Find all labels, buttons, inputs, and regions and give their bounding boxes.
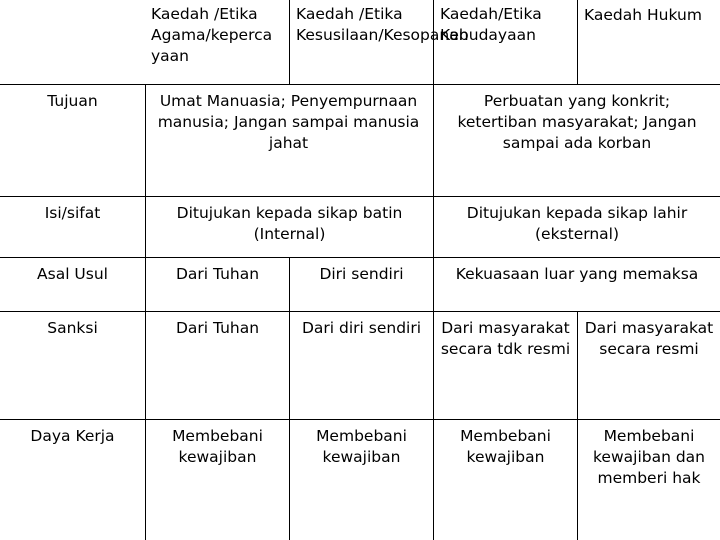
row-label-isi: Isi/sifat — [0, 196, 145, 257]
daya-kesusilaan-cell: Membebani kewajiban — [289, 419, 433, 540]
sanksi-kebudayaan-cell: Dari masyarakat secara tdk resmi — [433, 311, 577, 419]
header-empty-cell — [0, 0, 145, 84]
header-agama: Kaedah /Etika Agama/keperca yaan — [151, 5, 273, 65]
daya-hukum-cell: Membebani kewajiban dan memberi hak — [577, 419, 720, 540]
isi-internal-cell: Ditujukan kepada sikap batin (Internal) — [145, 196, 433, 257]
tujuan-external-cell: Perbuatan yang konkrit; ketertiban masyarakat; Jangan sampai ada korban — [433, 84, 720, 196]
sanksi-hukum-cell: Dari masyarakat secara resmi — [577, 311, 720, 419]
row-label-daya: Daya Kerja — [0, 419, 145, 540]
asal-kesusilaan-cell: Diri sendiri — [289, 257, 433, 311]
daya-agama-cell: Membebani kewajiban — [145, 419, 289, 540]
header-kesusilaan: Kaedah /Etika Kesusilaan/Kesopanan — [289, 0, 433, 84]
isi-external-cell: Ditujukan kepada sikap lahir (eksternal) — [433, 196, 720, 257]
row-label-asal: Asal Usul — [0, 257, 145, 311]
sanksi-kesusilaan-cell: Dari diri sendiri — [289, 311, 433, 419]
row-label-tujuan: Tujuan — [0, 84, 145, 196]
header-kebudayaan: Kaedah/Etika Kebudayaan — [433, 0, 577, 84]
header-hukum: Kaedah Hukum — [577, 0, 720, 84]
asal-agama-cell: Dari Tuhan — [145, 257, 289, 311]
daya-kebudayaan-cell: Membebani kewajiban — [433, 419, 577, 540]
row-label-sanksi: Sanksi — [0, 311, 145, 419]
tujuan-internal-cell: Umat Manuasia; Penyempurnaan manusia; Jangan sampai manusia jahat — [145, 84, 433, 196]
sanksi-agama-cell: Dari Tuhan — [145, 311, 289, 419]
asal-external-cell: Kekuasaan luar yang memaksa — [433, 257, 720, 311]
